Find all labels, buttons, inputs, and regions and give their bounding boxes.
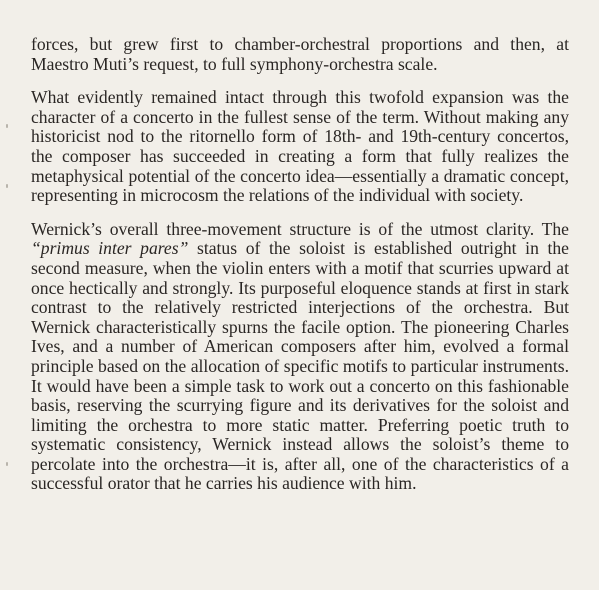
margin-mark (6, 124, 8, 128)
paragraph-3-italic-phrase: “primus inter pares” (31, 238, 189, 259)
margin-mark (6, 462, 8, 466)
paragraph-2: What evidently remained intact through this twofold expansion was the character of a concerto in the fullest sense of the term. Without making any historicist nod to the ritornello form of 18th- and 19th-century concertos, the composer has succeeded in creating a form that fully realizes the metaphysical potential of the concerto idea—essentially a dramatic concept, representing in microcosm the relations of the individual with society. (31, 87, 569, 206)
paragraph-1: forces, but grew first to chamber-orchestral proportions and then, at Maestro Muti’s request, to full symphony-orchestra scale. (31, 34, 569, 74)
margin-mark (6, 184, 8, 188)
paragraph-3-start: Wernick’s overall three-movement structure is of the utmost clarity. The (31, 218, 569, 239)
paragraph-3-rest: status of the soloist is established outright in the second measure, when the violin enters with a motif that scurries upward at once hectically and strongly. Its purposeful eloquence stands at first in stark contrast to the relatively restricted interjections of the orchestra. But Wernick characteristically spurns the facile option. The pioneering Charles Ives, and a number of American composers after him, evolved a formal principle based on the allocation of specific motifs to particular instruments. It would have been a simple task to work out a concerto on this fashionable basis, reserving the scurrying figure and its derivatives for the soloist and limiting the orchestra to more static matter. Preferring poetic truth to systematic consistency, Wernick instead allows the soloist’s theme to percolate into the orchestra—it is, after all, one of the characteristics of a successful orator that he carries his audience with him. (31, 238, 569, 494)
text-column (31, 35, 569, 494)
paragraph-3 (31, 220, 569, 494)
